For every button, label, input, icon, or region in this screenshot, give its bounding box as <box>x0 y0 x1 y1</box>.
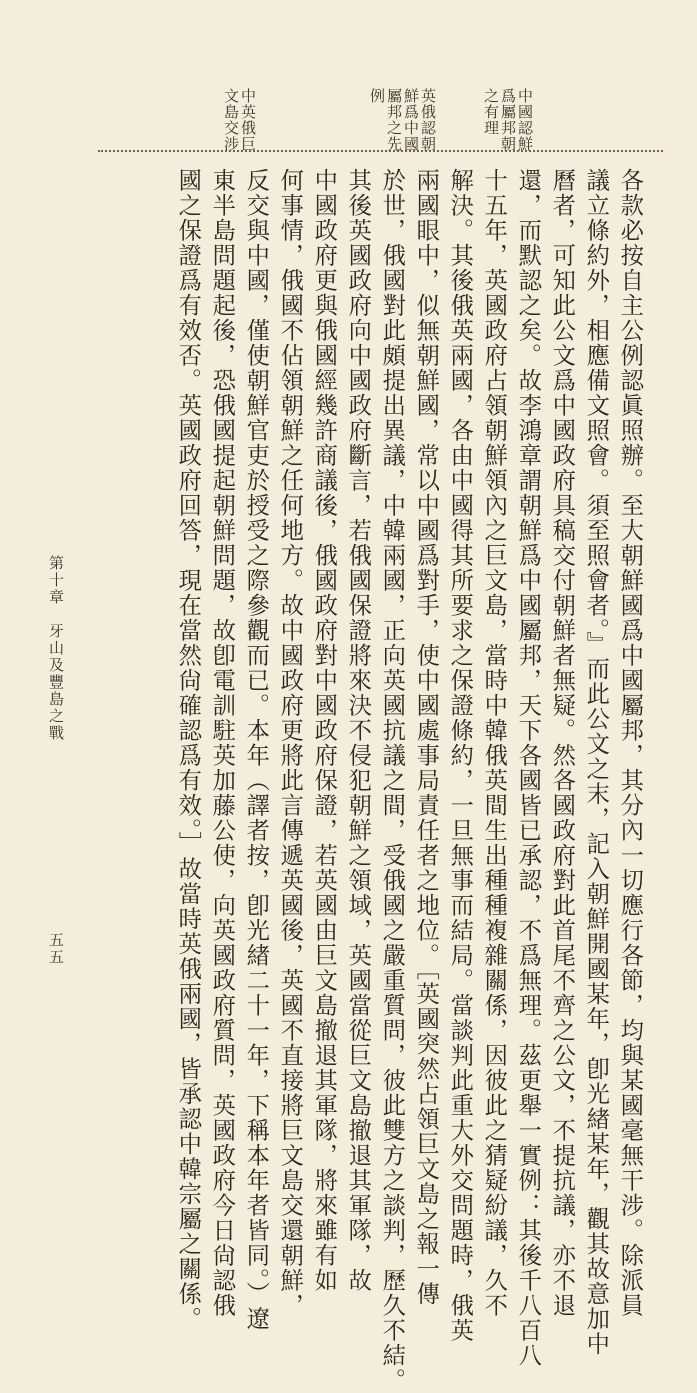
side-note: 中英俄巨文島交涉 <box>222 88 257 152</box>
text-line: 曆者，可知此公文爲中國政府具稿交付朝鮮者無疑。然各國政府對此首尾不齊之公文，不提抗議，亦不退 <box>548 168 576 1318</box>
text-line: 何事情，俄國不佔領朝鮮之任何地方。故中國政府更將此言傳遞英國後，英國不直接將巨文島交還朝鮮， <box>276 168 304 1318</box>
text-line: 於世，俄國對此頗提出異議，中韓兩國，正向英國抗議之間，受俄國之嚴重質問，彼此雙方之談判，歷久不結。 <box>378 168 406 1393</box>
text-line: 東半島問題起後，恐俄國提起朝鮮問題，故卽電訓駐英加藤公使，向英國政府質問，英國政府今日尙認俄 <box>208 168 236 1318</box>
side-note: 英俄認朝鮮爲中國屬邦之先例 <box>368 88 437 152</box>
text-line: 反交與中國，僅使朝鮮官吏於授受之際參觀而已。本年（譯者按，卽光緖二十一年，下稱本年者皆同。）遼 <box>242 168 270 1332</box>
text-line: 議立條約外，相應備文照會。須至照會者。』而此公文之末，記入朝鮮開國某年，卽光緖某年，觀其故意加中 <box>582 168 610 1357</box>
text-line: 中國政府更與俄國經幾許商議後，俄國政府對中國政府保證，若英國由巨文島撤退其軍隊，將來雖有如 <box>310 168 338 1293</box>
header-divider <box>98 150 663 152</box>
text-line: 還，而默認之矣。故李鴻章謂朝鮮爲中國屬邦，天下各國皆已承認，不爲無理。茲更舉一實例：其後千八百八 <box>514 168 542 1368</box>
side-note: 中國認鮮爲屬邦朝之有理 <box>482 88 534 152</box>
text-line: 其後英國政府向中國政府斷言，若俄國保證將來決不侵犯朝鮮之領域，英國當從巨文島撤退其軍隊，故 <box>344 168 372 1293</box>
chapter-title: 第十章 牙山及豐島之戰 <box>47 555 65 742</box>
text-line: 解決。其後俄英兩國，各由中國得其所要求之保證條約，一旦無事而結局。當談判此重大外交問題時，俄英 <box>446 168 474 1343</box>
text-line: 十五年，英國政府占領朝鮮領內之巨文島，當時中韓俄英間生出種種複雜關係，因彼此之猜疑紛議，久不 <box>480 168 508 1318</box>
page-number: 五五 <box>47 932 65 966</box>
text-line: 兩國眼中，似無朝鮮國，常以中國爲對手，使中國處事局責任者之地位。［英國突然占領巨文島之報一傳 <box>412 168 440 1307</box>
text-line: 各款必按自主公例認眞照辦。至大朝鮮國爲中國屬邦，其分內一切應行各節，均與某國毫無干涉。除派員 <box>616 168 644 1318</box>
text-line: 國之保證爲有效否。英國政府回答，現在當然尙確認爲有效。］故當時英俄兩國，皆承認中韓宗屬之關係。 <box>174 168 202 1332</box>
